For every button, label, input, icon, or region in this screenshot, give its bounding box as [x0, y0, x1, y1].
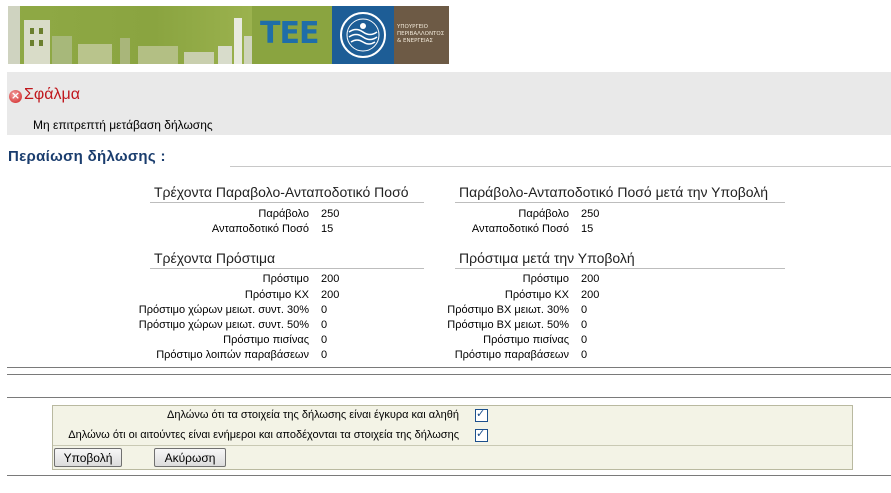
current-fee-label: Παράβολο: [258, 208, 309, 220]
after-fine-value: 0: [581, 334, 588, 346]
current-fees-heading: Τρέχοντα Παραβολο-Ανταποδοτικό Ποσό: [154, 184, 409, 200]
after-fine-label: Πρόστιμο πισίνας: [483, 334, 569, 346]
after-fine-label: Πρόστιμο παραβάσεων: [454, 349, 569, 361]
tee-logo-text: TEE: [260, 16, 319, 51]
ministry-logo: [394, 6, 449, 64]
current-fines-heading: Τρέχοντα Πρόστιμα: [154, 250, 276, 266]
after-fee-label: Παράβολο: [518, 208, 569, 220]
current-fine-value: 0: [321, 304, 328, 316]
current-fine-value: 200: [321, 289, 340, 301]
title-divider: [230, 166, 891, 167]
error-message: Μη επιτρεπτή μετάβαση δήλωσης: [33, 118, 213, 132]
after-fine-value: 0: [581, 304, 588, 316]
current-fine-label: Πρόστιμο χώρων μειωτ. συντ. 50%: [138, 319, 309, 331]
ministry-seal-icon: [332, 6, 394, 64]
after-fine-label: Πρόστιμο ΚΧ: [504, 289, 569, 301]
declaration-consent-checkbox[interactable]: [475, 429, 488, 442]
current-fine-label: Πρόστιμο ΚΧ: [244, 289, 309, 301]
after-fees-heading: Παράβολο-Ανταποδοτικό Ποσό μετά την Υποβολή: [459, 184, 769, 200]
declarations-divider: [53, 445, 852, 446]
page-title: Περαίωση δήλωσης :: [8, 148, 166, 165]
current-fees-divider: [150, 202, 424, 203]
after-fine-value: 0: [581, 349, 588, 361]
after-fee-value: 250: [581, 208, 600, 220]
error-title: Σφάλμα: [24, 86, 80, 103]
declaration-valid-label: Δηλώνω ότι τα στοιχεία της δήλωσης είναι έγκυρα και αληθή: [166, 409, 459, 421]
current-fines-divider: [150, 268, 424, 269]
after-fine-value: 0: [581, 319, 588, 331]
after-fines-divider: [455, 268, 785, 269]
current-fine-label: Πρόστιμο λοιπών παραβάσεων: [156, 349, 309, 361]
after-fine-label: Πρόστιμο ΒΧ μειωτ. 50%: [447, 319, 569, 331]
current-fine-label: Πρόστιμο χώρων μειωτ. συντ. 30%: [138, 304, 309, 316]
current-fine-value: 200: [321, 273, 340, 285]
ministry-logo-text: ΥΠΟΥΡΓΕΙΟ ΠΕΡΙΒΑΛΛΟΝΤΟΣ & ΕΝΕΡΓΕΙΑΣ: [397, 24, 445, 44]
after-fine-value: 200: [581, 273, 600, 285]
divider: [7, 475, 891, 476]
declaration-consent-label: Δηλώνω ότι οι αιτούντες είναι ενήμεροι και αποδέχονται τα στοιχεία της δήλωσης: [68, 429, 459, 441]
after-fees-divider: [455, 202, 785, 203]
current-fine-value: 0: [321, 319, 328, 331]
divider: [7, 374, 891, 375]
current-fine-value: 0: [321, 349, 328, 361]
after-fine-label: Πρόστιμο ΒΧ μειωτ. 30%: [447, 304, 569, 316]
current-fine-label: Πρόστιμο πισίνας: [223, 334, 309, 346]
current-fee-label: Ανταποδοτικό Ποσό: [211, 223, 309, 235]
current-fee-value: 250: [321, 208, 340, 220]
after-fines-heading: Πρόστιμα μετά την Υποβολή: [459, 250, 635, 266]
divider: [7, 367, 891, 368]
current-fee-value: 15: [321, 223, 334, 235]
cancel-button[interactable]: Ακύρωση: [154, 448, 226, 467]
error-circle-icon: ×: [10, 89, 21, 102]
after-fee-value: 15: [581, 223, 594, 235]
declaration-valid-checkbox[interactable]: [475, 409, 488, 422]
header-banner: [8, 6, 449, 64]
city-illustration: [8, 6, 252, 64]
after-fine-value: 200: [581, 289, 600, 301]
current-fine-label: Πρόστιμο: [262, 273, 309, 285]
current-fine-value: 0: [321, 334, 328, 346]
tee-logo: [252, 6, 332, 64]
after-fee-label: Ανταποδοτικό Ποσό: [471, 223, 569, 235]
after-fine-label: Πρόστιμο: [522, 273, 569, 285]
error-panel: [7, 72, 891, 135]
divider: [7, 397, 891, 398]
submit-button[interactable]: Υποβολή: [54, 448, 122, 467]
